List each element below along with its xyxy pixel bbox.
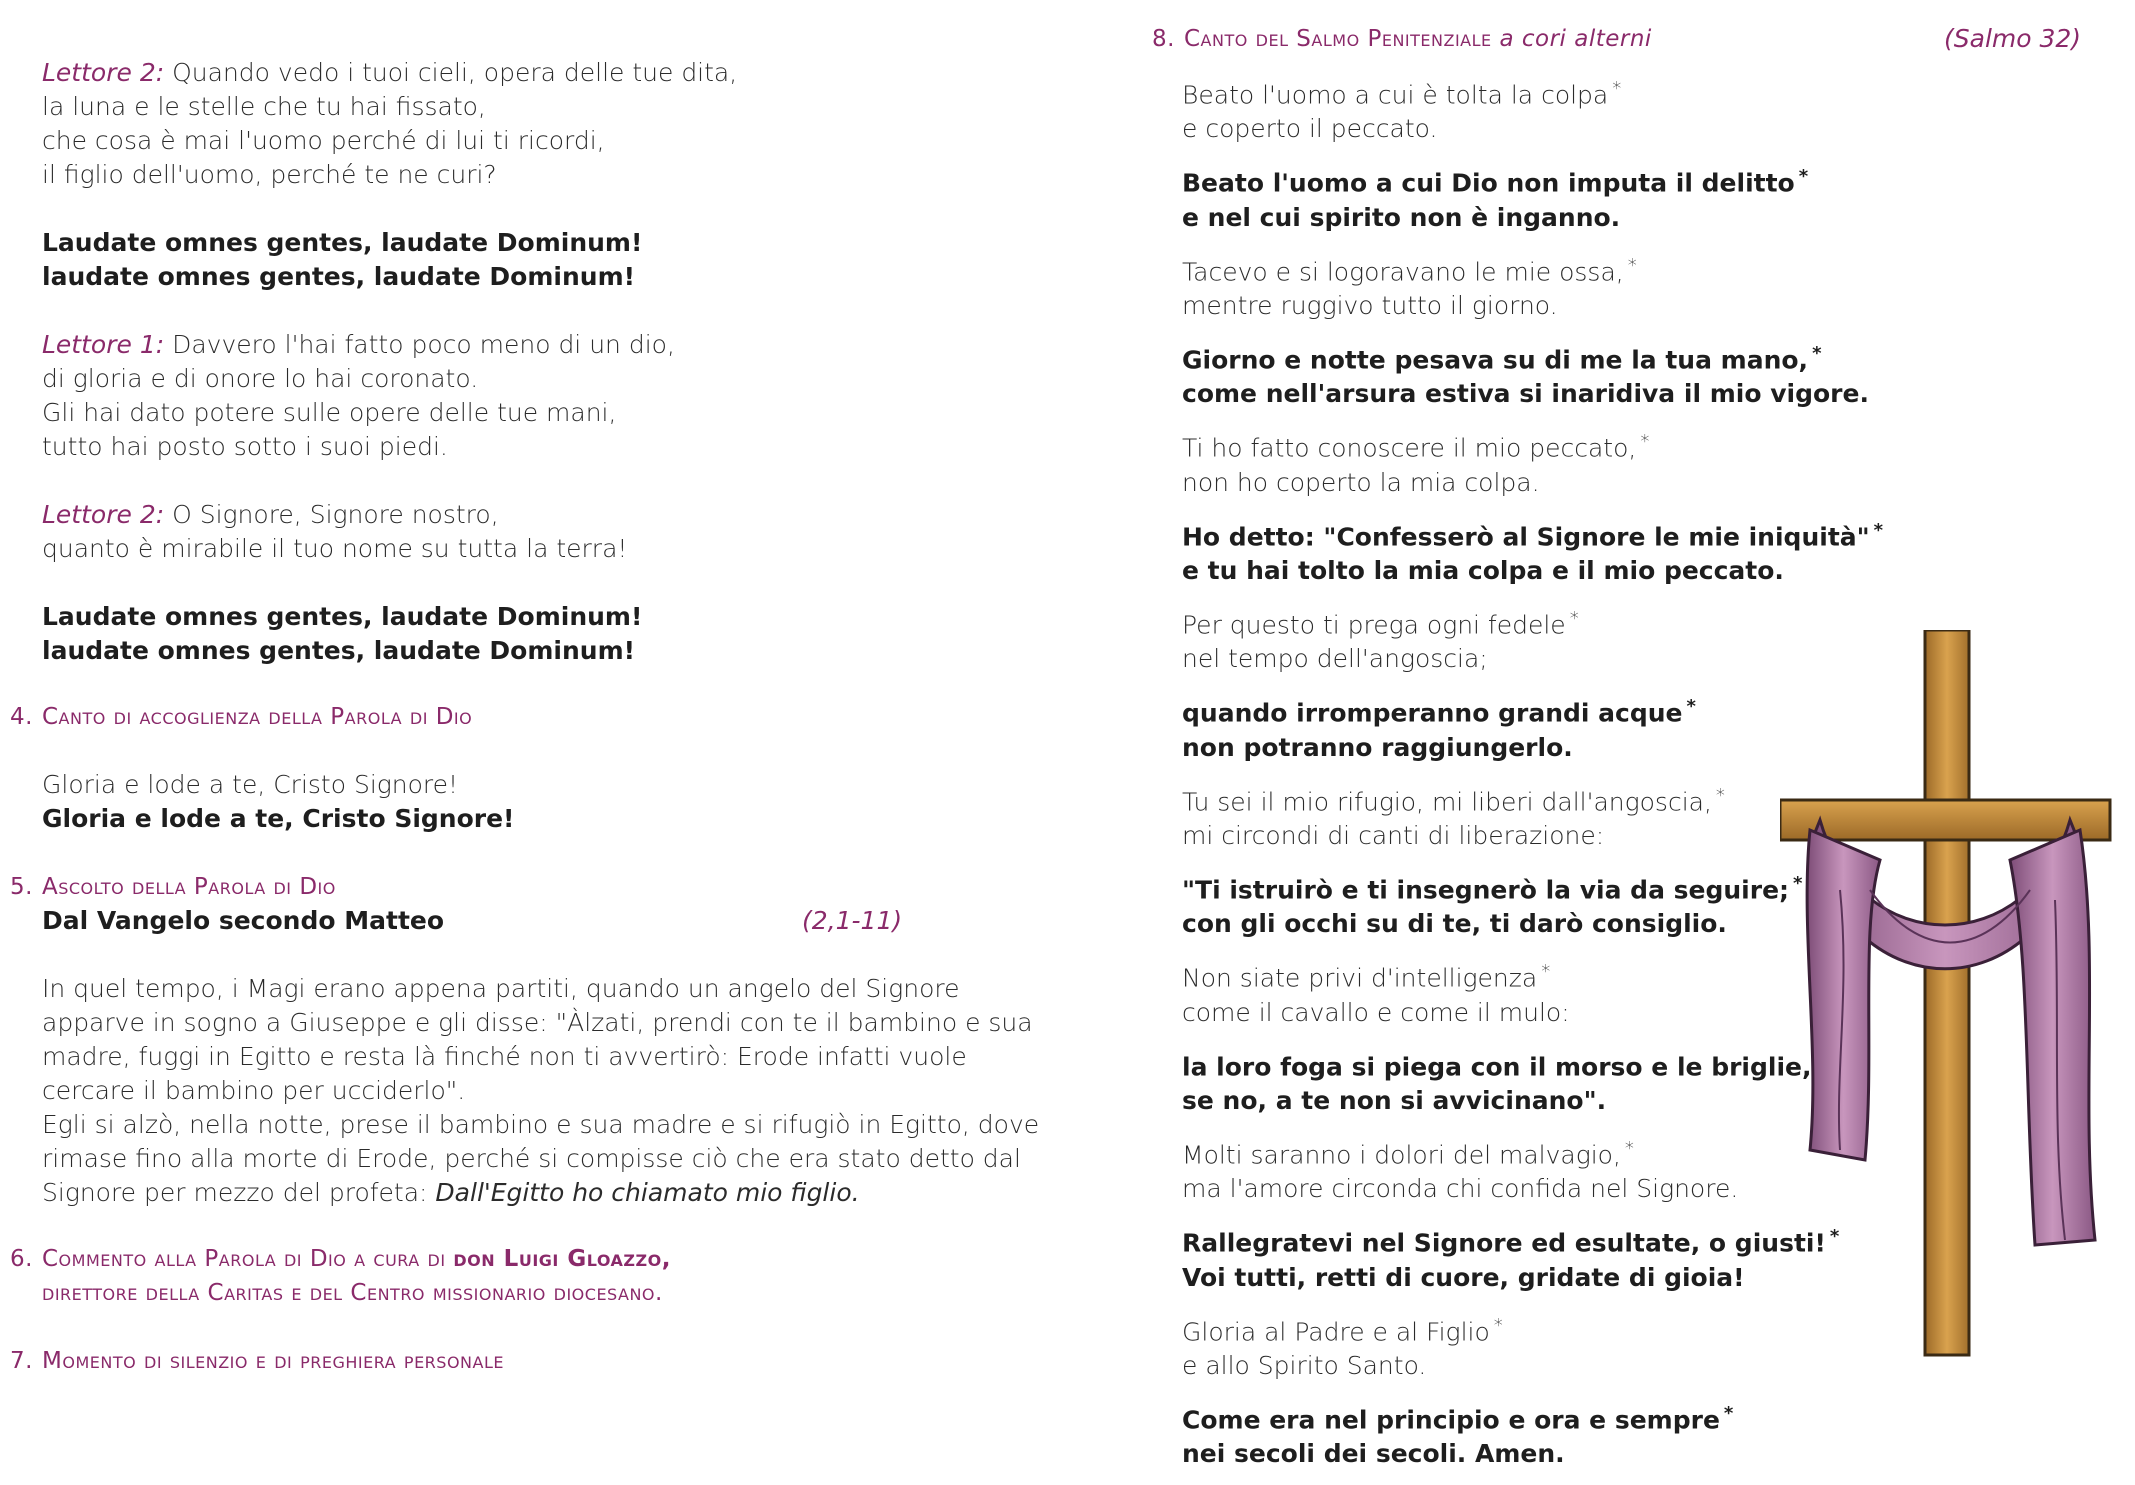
psalm-line: mentre ruggivo tutto il giorno. — [1182, 290, 1558, 320]
asterisk-mark: * — [1812, 342, 1822, 364]
dialogue-line: Gli hai dato potere sulle opere delle tue mani, — [42, 398, 617, 427]
gospel-line: Egli si alzò, nella notte, prese il bambino e sua madre e si rifugiò in Egitto, dove — [42, 1110, 1040, 1139]
dialogue-line: Davvero l'hai fatto poco meno di un dio, — [172, 330, 675, 359]
psalm-stanza — [1182, 779, 1822, 853]
dialogue-line: quanto è mirabile il tuo nome su tutta la terra! — [42, 534, 628, 563]
cross-with-drape-icon — [1780, 630, 2120, 1360]
psalm-line: Tacevo e si logoravano le mie ossa, — [1182, 256, 1624, 286]
gospel-line: rimase fino alla morte di Erode, perché si compisse ciò che era stato detto dal — [42, 1144, 1021, 1173]
section-heading — [10, 1242, 1042, 1276]
psalm-line: ma l'amore circonda chi confida nel Signore. — [1182, 1174, 1739, 1204]
asterisk-mark: * — [1541, 961, 1551, 983]
psalm-line: "Ti istruirò e ti insegnerò la via da seguire; — [1182, 875, 1790, 905]
section-number: 6. — [10, 1246, 33, 1272]
psalm-stanza — [1182, 160, 1822, 234]
psalm-line: Beato l'uomo a cui è tolta la colpa — [1182, 80, 1609, 110]
asterisk-mark: * — [1624, 1137, 1634, 1159]
section-heading — [10, 1344, 1042, 1378]
psalm-line: nel tempo dell'angoscia; — [1182, 644, 1488, 674]
psalm-line: e coperto il peccato. — [1182, 114, 1438, 144]
psalm-line: Come era nel principio e ora e sempre — [1182, 1405, 1720, 1435]
asterisk-mark: * — [1686, 696, 1696, 718]
psalm-stanza — [1182, 72, 1822, 146]
asterisk-mark: * — [1612, 78, 1622, 99]
psalm-line: Per questo ti prega ogni fedele — [1182, 610, 1566, 640]
dialogue-line: di gloria e di onore lo hai coronato. — [42, 364, 479, 393]
dialogue-line: il figlio dell'uomo, perché te ne curi? — [42, 160, 497, 189]
gospel-text — [42, 972, 1042, 1210]
psalm-line: e nel cui spirito non è inganno. — [1182, 202, 1621, 232]
psalm-line: nei secoli dei secoli. Amen. — [1182, 1439, 1565, 1469]
psalm-line: come nell'arsura estiva si inaridiva il mio vigore. — [1182, 379, 1869, 409]
psalm-line: con gli occhi su di te, ti darò consiglio. — [1182, 909, 1727, 939]
psalm-line: e tu hai tolto la mia colpa e il mio peccato. — [1182, 555, 1784, 585]
gospel-line: Signore per mezzo del profeta: — [42, 1178, 436, 1207]
psalm-line: non potranno raggiungerlo. — [1182, 732, 1573, 762]
asterisk-mark: * — [1640, 431, 1650, 453]
psalm-stanza — [1182, 514, 1884, 588]
psalm-stanza — [1182, 1132, 1822, 1206]
psalm-line: Molti saranno i dolori del malvagio, — [1182, 1140, 1621, 1170]
reader-label: Lettore 1: — [42, 330, 165, 359]
asterisk-mark: * — [1723, 1402, 1734, 1424]
dialogue-line: Quando vedo i tuoi cieli, opera delle tue dita, — [172, 58, 738, 87]
section-heading-line2: direttore della Caritas e del Centro missionario diocesano. — [42, 1280, 663, 1306]
gospel-subtitle: Dal Vangelo secondo Matteo — [42, 906, 445, 935]
section-number: 4. — [10, 704, 33, 730]
reader-label: Lettore 2: — [42, 58, 165, 87]
reader-label: Lettore 2: — [42, 500, 165, 529]
refrain-line: Laudate omnes gentes, laudate Dominum! — [42, 602, 643, 631]
psalm-text — [1182, 72, 1884, 1485]
psalm-stanza — [1182, 602, 1822, 676]
psalm-line: Voi tutti, retti di cuore, gridate di gioia! — [1182, 1262, 1745, 1292]
psalm-stanza — [1182, 867, 1822, 941]
asterisk-mark: * — [1493, 1314, 1503, 1336]
asterisk-mark: * — [1627, 254, 1637, 276]
section-title: Momento di silenzio e di preghiera personale — [42, 1348, 504, 1374]
section-number: 8. — [1152, 26, 1175, 52]
psalm-line: Rallegratevi nel Signore ed esultate, o giusti! — [1182, 1228, 1826, 1258]
asterisk-mark: * — [1829, 1226, 1840, 1248]
gospel-reference: (2,1-11) — [802, 906, 903, 935]
asterisk-mark: * — [1715, 784, 1725, 806]
section-7 — [10, 1344, 1042, 1378]
dialogue-line: O Signore, Signore nostro, — [172, 500, 499, 529]
stanza-lettore-2a — [42, 56, 1032, 192]
section-title-note: a cori alterni — [1499, 26, 1652, 52]
cross-illustration — [1780, 630, 2120, 1360]
psalm-line: Tu sei il mio rifugio, mi liberi dall'angoscia, — [1182, 786, 1712, 816]
gospel-line: In quel tempo, i Magi erano appena partiti, quando un angelo del Signore — [42, 974, 960, 1003]
psalm-line: Gloria al Padre e al Figlio — [1182, 1316, 1490, 1346]
stanza-lettore-1 — [42, 328, 1032, 464]
psalm-line: la loro foga si piega con il morso e le briglie, — [1182, 1051, 1812, 1081]
psalm-line: Non siate privi d'intelligenza — [1182, 963, 1538, 993]
stanza-lettore-2b — [42, 498, 1032, 566]
psalm-stanza — [1182, 1044, 1822, 1118]
psalm-stanza — [1182, 1220, 1840, 1294]
asterisk-mark: * — [1873, 519, 1884, 541]
refrain-line: Laudate omnes gentes, laudate Dominum! — [42, 228, 643, 257]
acclamation-line: Gloria e lode a te, Cristo Signore! — [42, 770, 459, 799]
acclamation-line: Gloria e lode a te, Cristo Signore! — [42, 804, 515, 833]
psalm-line: se no, a te non si avvicinano". — [1182, 1085, 1607, 1115]
psalm-stanza — [1182, 1397, 1822, 1471]
psalm-stanza — [1182, 955, 1822, 1029]
refrain-line: laudate omnes gentes, laudate Dominum! — [42, 636, 636, 665]
psalm-line: come il cavallo e come il mulo: — [1182, 997, 1570, 1027]
psalm-stanza — [1182, 1309, 1822, 1383]
section-title: Canto del Salmo Penitenziale — [1184, 26, 1492, 52]
section-title: Ascolto della Parola di Dio — [42, 874, 336, 900]
section-title: Canto di accoglienza della Parola di Dio — [42, 704, 473, 730]
psalm-line: Beato l'uomo a cui Dio non imputa il delitto — [1182, 168, 1795, 198]
section-heading — [10, 700, 1032, 734]
section-8 — [1152, 22, 2114, 56]
asterisk-mark: * — [1798, 166, 1809, 188]
psalm-line: quando irromperanno grandi acque — [1182, 698, 1683, 728]
psalm-line: e allo Spirito Santo. — [1182, 1350, 1427, 1380]
gospel-line: apparve in sogno a Giuseppe e gli disse: "Àlzati, prendi con te il bambino e sua — [42, 1008, 1033, 1037]
gospel-line: madre, fuggi in Egitto e resta là finché non ti avvertirò: Erode infatti vuole — [42, 1042, 967, 1071]
speaker-name: don Luigi Gloazzo, — [453, 1246, 671, 1272]
section-heading — [10, 870, 1042, 904]
psalm-stanza — [1182, 425, 1822, 499]
refrain — [42, 226, 1032, 294]
psalm-line: Ti ho fatto conoscere il mio peccato, — [1182, 433, 1637, 463]
psalm-stanza — [1182, 249, 1822, 323]
section-number: 5. — [10, 874, 33, 900]
section-number: 7. — [10, 1348, 33, 1374]
dialogue-line: che cosa è mai l'uomo perché di lui ti ricordi, — [42, 126, 605, 155]
asterisk-mark: * — [1569, 607, 1579, 629]
asterisk-mark: * — [1793, 872, 1803, 894]
refrain-line: laudate omnes gentes, laudate Dominum! — [42, 262, 636, 291]
psalm-line: non ho coperto la mia colpa. — [1182, 467, 1540, 497]
psalm-line: Giorno e notte pesava su di me la tua mano, — [1182, 345, 1809, 375]
psalm-reference: (Salmo 32) — [1944, 24, 2082, 53]
psalm-line: mi circondi di canti di liberazione: — [1182, 820, 1605, 850]
dialogue-line: tutto hai posto sotto i suoi piedi. — [42, 432, 448, 461]
left-page — [0, 0, 1068, 1412]
psalm-stanza — [1182, 690, 1822, 764]
psalm-line: Ho detto: "Confesserò al Signore le mie iniquità" — [1182, 521, 1870, 551]
psalm-stanza — [1182, 337, 1869, 411]
section-5 — [10, 870, 1042, 1210]
section-title: Commento alla Parola di Dio a cura di — [42, 1246, 454, 1272]
dialogue-line: la luna e le stelle che tu hai fissato, — [42, 92, 486, 121]
gospel-line: cercare il bambino per ucciderlo". — [42, 1076, 466, 1105]
section-4 — [10, 700, 1032, 836]
section-6 — [10, 1242, 1042, 1310]
gospel-quote: Dall'Egitto ho chiamato mio figlio. — [435, 1178, 860, 1207]
refrain — [42, 600, 1032, 668]
psalm-dialogue — [42, 56, 1032, 668]
